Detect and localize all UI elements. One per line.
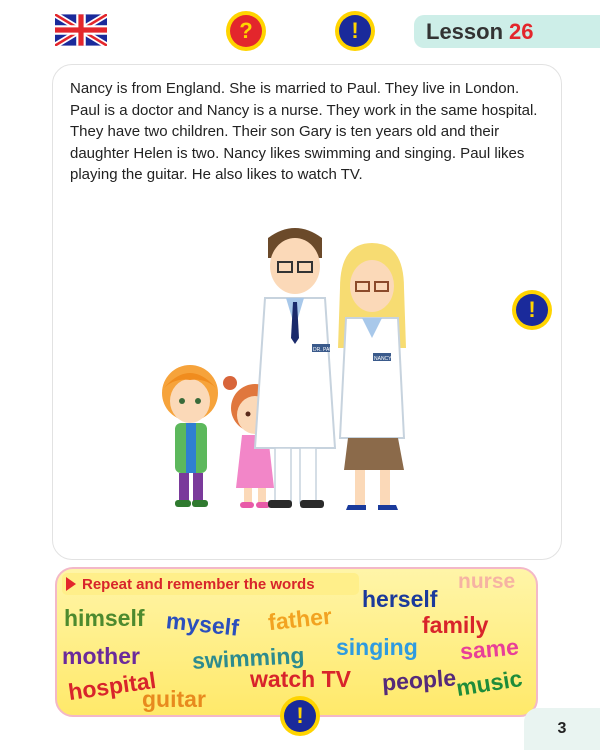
word-himself: himself	[64, 605, 145, 631]
play-icon	[66, 577, 76, 591]
question-mark-icon[interactable]: ?	[226, 11, 266, 51]
repeat-words-header[interactable]	[62, 573, 359, 595]
lesson-label: Lesson	[426, 18, 504, 44]
word-myself: myself	[164, 607, 241, 641]
word-people: people	[381, 664, 457, 696]
repeat-words-label: Repeat and remember the words	[82, 575, 315, 593]
story-text: Nancy is from England. She is married to Paul. They live in London. Paul is a doctor and Nancy is a nurse. They work in the same hospital. They have two children. Their son Gary is ten years old and their daughter Helen is two. Nancy likes swimming and singing. Paul likes playing the guitar. He also likes to watch TV.	[70, 80, 538, 183]
svg-text:NANCY: NANCY	[374, 356, 392, 362]
page-number: 3	[557, 720, 567, 737]
svg-text:DR. PAUL: DR. PAUL	[313, 347, 336, 353]
word-watch-tv: watch TV	[250, 666, 351, 692]
word-family: family	[422, 612, 489, 638]
boy-figure	[162, 365, 218, 507]
page-number-tab	[524, 708, 600, 750]
exclamation-icon[interactable]: !	[335, 11, 375, 51]
exclamation-icon[interactable]: !	[280, 696, 320, 736]
word-same: same	[458, 633, 520, 665]
word-guitar: guitar	[142, 686, 206, 712]
word-father: father	[266, 602, 334, 636]
word-herself: herself	[362, 586, 438, 612]
uk-flag-icon	[55, 14, 107, 46]
word-mother: mother	[62, 643, 140, 669]
word-nurse: nurse	[458, 570, 516, 593]
word-singing: singing	[336, 634, 418, 660]
word-music: music	[454, 664, 525, 702]
word-hospital: hospital	[66, 666, 158, 706]
family-illustration	[150, 218, 450, 518]
exclamation-icon[interactable]: !	[512, 290, 552, 330]
word-swimming: swimming	[191, 642, 306, 674]
lesson-tab	[414, 15, 600, 48]
nurse-figure	[338, 243, 406, 510]
lesson-number: 26	[509, 18, 534, 44]
